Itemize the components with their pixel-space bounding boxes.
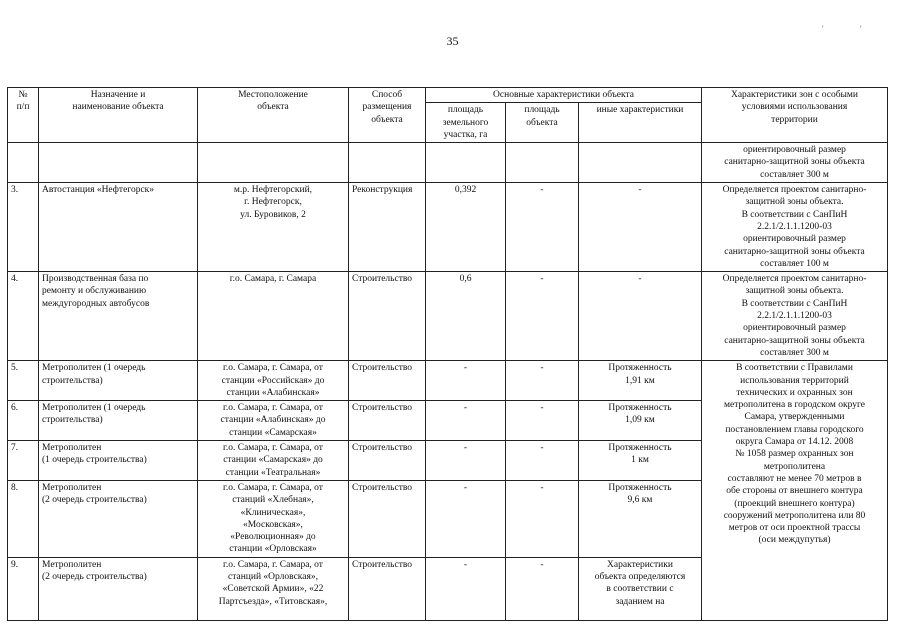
- header-zones: Характеристики зон с особыми условиями использования территории: [702, 88, 888, 143]
- table-row: [8, 272, 888, 361]
- cell-method: Реконструкция: [349, 183, 426, 272]
- cell-other-characteristics: Протяженность 9,6 км: [579, 480, 702, 557]
- cell-method: Строительство: [349, 557, 426, 620]
- cell-other-characteristics: Протяженность 1,09 км: [579, 401, 702, 441]
- cell-other-characteristics: Протяженность 1 км: [579, 441, 702, 481]
- cell-purpose: Автостанция «Нефтегорск»: [39, 183, 198, 272]
- cell-object-area: -: [506, 272, 579, 361]
- cell-num: 6.: [8, 401, 39, 441]
- cell-zones: Определяется проектом санитарно- защитной зоны объекта. В соответствии с СанПиН 2.2.1/2.1.1.1200-03 ориентировочный размер санитарно-защитной зоны объекта составляет 100 м: [702, 183, 888, 272]
- cell-object-area: [506, 143, 579, 183]
- cell-method: Строительство: [349, 361, 426, 401]
- header-object-area: площадь объекта: [506, 103, 579, 143]
- cell-other-characteristics: Характеристики объекта определяются в соответствии с заданием на: [579, 557, 702, 620]
- cell-purpose: Метрополитен (1 очередь строительства): [39, 441, 198, 481]
- cell-other-characteristics: -: [579, 183, 702, 272]
- cell-method: Строительство: [349, 441, 426, 481]
- cell-num: 4.: [8, 272, 39, 361]
- cell-object-area: -: [506, 441, 579, 481]
- table-row: [8, 183, 888, 272]
- cell-location: [198, 143, 349, 183]
- header-main-characteristics: Основные характеристики объекта: [426, 88, 702, 103]
- cell-land-area: -: [426, 557, 506, 620]
- cell-land-area: -: [426, 401, 506, 441]
- cell-method: [349, 143, 426, 183]
- cell-object-area: -: [506, 557, 579, 620]
- cell-num: 5.: [8, 361, 39, 401]
- cell-num: 8.: [8, 480, 39, 557]
- cell-location: г.о. Самара, г. Самара, от станций «Орловская», «Советской Армии», «22 Партсъезда», «Титовская»,: [198, 557, 349, 620]
- cell-num: 3.: [8, 183, 39, 272]
- cell-zones: ориентировочный размер санитарно-защитной зоны объекта составляет 300 м: [702, 143, 888, 183]
- header-method: Способ размещения объекта: [349, 88, 426, 143]
- cell-num: [8, 143, 39, 183]
- corner-mark: ': [860, 24, 862, 34]
- header-row: [8, 88, 888, 103]
- cell-purpose: Производственная база по ремонту и обслуживанию междугородных автобусов: [39, 272, 198, 361]
- header-num: № п/п: [8, 88, 39, 143]
- cell-method: Строительство: [349, 480, 426, 557]
- cell-other-characteristics: -: [579, 272, 702, 361]
- cell-location: г.о. Самара, г. Самара, от станции «Алабинская» до станции «Самарская»: [198, 401, 349, 441]
- cell-zones: Определяется проектом санитарно- защитной зоны объекта. В соответствии с СанПиН 2.2.1/2.1.1.1200-03 ориентировочный размер санитарно-защитной зоны объекта составляет 300 м: [702, 272, 888, 361]
- cell-location: г.о. Самара, г. Самара, от станции «Самарская» до станции «Театральная»: [198, 441, 349, 481]
- cell-location: г.о. Самара, г. Самара, от станции «Российская» до станции «Алабинская»: [198, 361, 349, 401]
- cell-purpose: Метрополитен (2 очередь строительства): [39, 557, 198, 620]
- cell-land-area: 0,392: [426, 183, 506, 272]
- cell-method: Строительство: [349, 401, 426, 441]
- table-row-continuation: [8, 143, 888, 183]
- header-land-area: площадь земельного участка, га: [426, 103, 506, 143]
- objects-table: [7, 87, 888, 621]
- cell-land-area: [426, 143, 506, 183]
- header-other-characteristics: иные характеристики: [579, 103, 702, 143]
- cell-object-area: -: [506, 401, 579, 441]
- cell-object-area: -: [506, 361, 579, 401]
- cell-land-area: -: [426, 480, 506, 557]
- table-row: [8, 361, 888, 401]
- cell-purpose: Метрополитен (2 очередь строительства): [39, 480, 198, 557]
- cell-num: 7.: [8, 441, 39, 481]
- cell-land-area: -: [426, 361, 506, 401]
- cell-purpose: Метрополитен (1 очередь строительства): [39, 361, 198, 401]
- cell-purpose: Метрополитен (1 очередь строительства): [39, 401, 198, 441]
- cell-method: Строительство: [349, 272, 426, 361]
- cell-location: м.р. Нефтегорский, г. Нефтегорск, ул. Буровиков, 2: [198, 183, 349, 272]
- cell-land-area: -: [426, 441, 506, 481]
- cell-location: г.о. Самара, г. Самара: [198, 272, 349, 361]
- cell-object-area: -: [506, 183, 579, 272]
- cell-other-characteristics: Протяженность 1,91 км: [579, 361, 702, 401]
- cell-land-area: 0,6: [426, 272, 506, 361]
- page-number: 35: [446, 34, 459, 48]
- cell-object-area: -: [506, 480, 579, 557]
- corner-mark: ': [822, 24, 824, 34]
- cell-location: г.о. Самара, г. Самара, от станций «Хлебная», «Клиническая», «Московская», «Революционная» до станции «Орловская»: [198, 480, 349, 557]
- cell-num: 9.: [8, 557, 39, 620]
- cell-zones-metro: В соответствии с Правилами использования территорий технических и охранных зон метрополитена в городском округе Самара, утвержденными постановлением главы городского округа Самара от 14.12. 2008 № 1058 размер охранных зон метрополитена составляют не менее 70 метров в обе стороны от внешнего контура (проекций внешнего контура) сооружений метрополитена или 80 метров от оси проектной трассы (оси междупутья): [702, 361, 888, 620]
- cell-other-characteristics: [579, 143, 702, 183]
- cell-purpose: [39, 143, 198, 183]
- header-location: Местоположение объекта: [198, 88, 349, 143]
- header-purpose: Назначение и наименование объекта: [39, 88, 198, 143]
